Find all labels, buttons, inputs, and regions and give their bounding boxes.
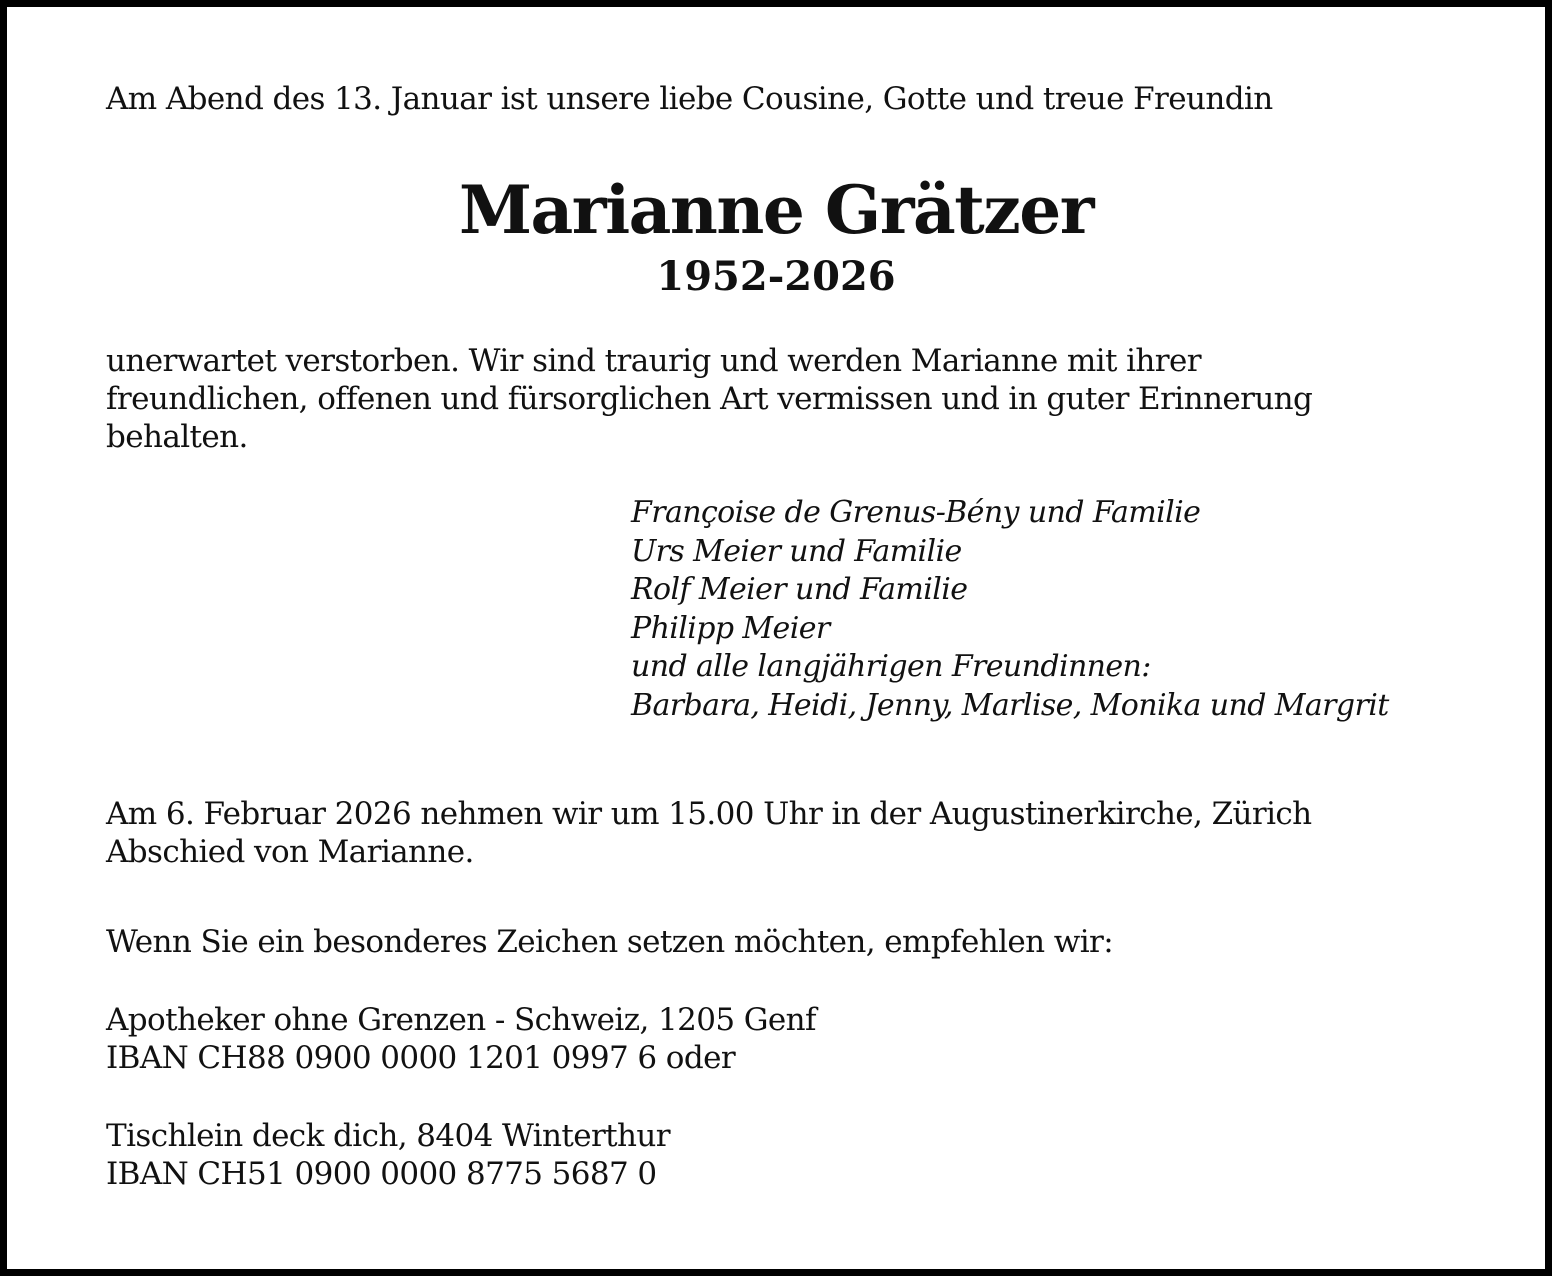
ceremony-line: Am 6. Februar 2026 nehmen wir um 15.00 Uhr in der Augustinerkirche, Zürich xyxy=(106,796,1312,832)
announcement-paragraph xyxy=(106,342,1446,456)
mourner-line: Philipp Meier xyxy=(631,610,830,646)
deceased-name: Marianne Grätzer xyxy=(458,171,1093,249)
mourner-line: Françoise de Grenus-Bény und Familie xyxy=(631,495,1201,530)
organization-name: Apotheker ohne Grenzen - Schweiz, 1205 Genf xyxy=(106,1002,816,1038)
mourner-line: und alle langjährigen Freundinnen: xyxy=(631,649,1151,685)
paragraph-line: freundlichen, offenen und fürsorglichen Art vermissen und in guter Erinnerung xyxy=(106,381,1313,417)
donation-organization xyxy=(106,1117,670,1193)
paragraph-line: behalten. xyxy=(106,419,248,455)
donation-organization xyxy=(106,1001,816,1077)
intro-text: Am Abend des 13. Januar ist unsere liebe Cousine, Gotte und treue Freundin xyxy=(106,81,1273,117)
ceremony-info xyxy=(106,795,1312,871)
donation-intro: Wenn Sie ein besonderes Zeichen setzen möchten, empfehlen wir: xyxy=(106,924,1114,960)
mourner-line: Rolf Meier und Familie xyxy=(631,572,968,608)
organization-iban: IBAN CH51 0900 0000 8775 5687 0 xyxy=(106,1156,657,1192)
organization-iban: IBAN CH88 0900 0000 1201 0997 6 oder xyxy=(106,1040,736,1076)
mourner-line: Barbara, Heidi, Jenny, Marlise, Monika und Margrit xyxy=(631,687,1389,723)
ceremony-line: Abschied von Marianne. xyxy=(106,834,474,870)
paragraph-line: unerwartet verstorben. Wir sind traurig und werden Marianne mit ihrer xyxy=(106,343,1201,379)
mourners-list xyxy=(631,494,1389,726)
organization-name: Tischlein deck dich, 8404 Winterthur xyxy=(106,1118,670,1154)
life-dates: 1952-2026 xyxy=(656,253,896,300)
mourner-line: Urs Meier und Familie xyxy=(631,533,962,569)
